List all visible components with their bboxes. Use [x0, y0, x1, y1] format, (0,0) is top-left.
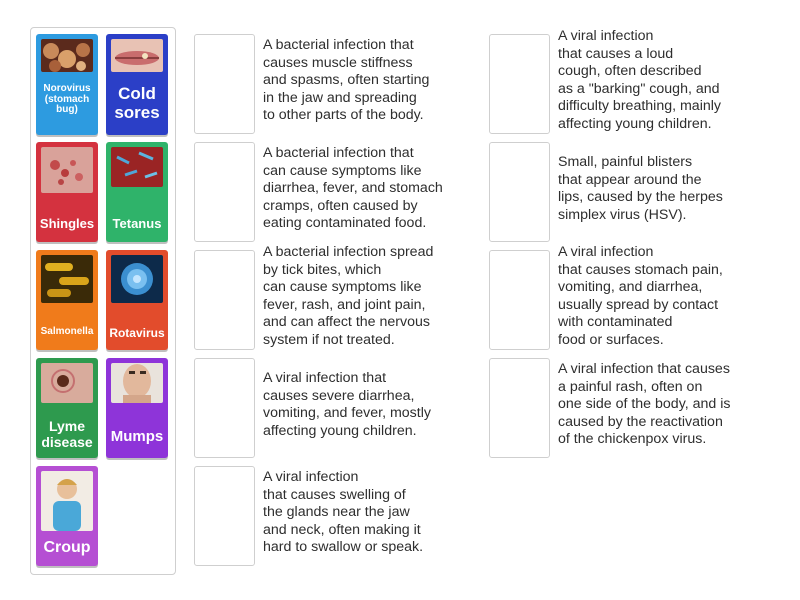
description-8: A viral infection that causes stomach pain, vomiting, and diarrhea, usually spread by contact with contaminated food or surfaces. [558, 244, 723, 348]
card-shingles[interactable] [36, 142, 98, 242]
swollen-neck-photo [111, 363, 163, 403]
lip-blister-photo [111, 39, 163, 72]
salmonella-bacteria-photo [41, 255, 93, 303]
tick-bite-photo [41, 363, 93, 403]
card-bank [30, 27, 176, 575]
description-9: A viral infection that causes a painful rash, often on one side of the body, and is caused by the reactivation of the chickenpox virus. [558, 361, 731, 448]
drop-zone-1[interactable] [194, 34, 255, 134]
card-rotavirus[interactable] [106, 250, 168, 350]
card-mumps[interactable] [106, 358, 168, 458]
card-label: Shingles [39, 216, 95, 231]
description-5: A viral infection that causes swelling of the glands near the jaw and neck, often making it hard to swallow or speak. [263, 469, 424, 556]
card-label: Mumps [110, 428, 164, 445]
norovirus-particles-photo [41, 39, 93, 72]
description-4: A viral infection that causes severe diarrhea, vomiting, and fever, mostly affecting young children. [263, 370, 431, 439]
coughing-child-photo [41, 471, 93, 531]
card-label: Lyme disease [41, 418, 93, 450]
card-tetanus[interactable] [106, 142, 168, 242]
description-3: A bacterial infection spread by tick bites, which can cause symptoms like fever, rash, and joint pain, and can affect the nervous system if not treated. [263, 244, 434, 348]
card-label: Tetanus [112, 216, 162, 231]
drop-zone-6[interactable] [489, 34, 550, 134]
card-label: Norovirus (stomach bug) [43, 83, 91, 115]
blue-virus-photo [111, 255, 163, 303]
description-6: A viral infection that causes a loud cough, often described as a "barking" cough, and difficulty breathing, mainly affecting young children. [558, 28, 721, 132]
drop-zone-2[interactable] [194, 142, 255, 242]
drop-zone-3[interactable] [194, 250, 255, 350]
description-7: Small, painful blisters that appear around the lips, caused by the herpes simplex virus (HSV). [558, 154, 723, 223]
drop-zone-8[interactable] [489, 250, 550, 350]
card-label: Salmonella [40, 326, 94, 337]
card-label: Rotavirus [109, 326, 165, 340]
skin-rash-photo [41, 147, 93, 193]
drop-zone-5[interactable] [194, 466, 255, 566]
card-lyme-disease[interactable] [36, 358, 98, 458]
drop-zone-4[interactable] [194, 358, 255, 458]
drop-zone-7[interactable] [489, 142, 550, 242]
card-salmonella[interactable] [36, 250, 98, 350]
card-label: Cold sores [114, 84, 160, 122]
card-croup[interactable] [36, 466, 98, 566]
card-cold-sores[interactable] [106, 34, 168, 135]
card-norovirus[interactable] [36, 34, 98, 135]
description-1: A bacterial infection that causes muscle stiffness and spasms, often starting in the jaw and spreading to other parts of the body. [263, 37, 430, 124]
bacteria-microscope-photo [111, 147, 163, 187]
description-2: A bacterial infection that can cause symptoms like diarrhea, fever, and stomach cramps, often caused by eating contaminated food. [263, 145, 443, 232]
drop-zone-9[interactable] [489, 358, 550, 458]
card-label: Croup [43, 539, 91, 556]
